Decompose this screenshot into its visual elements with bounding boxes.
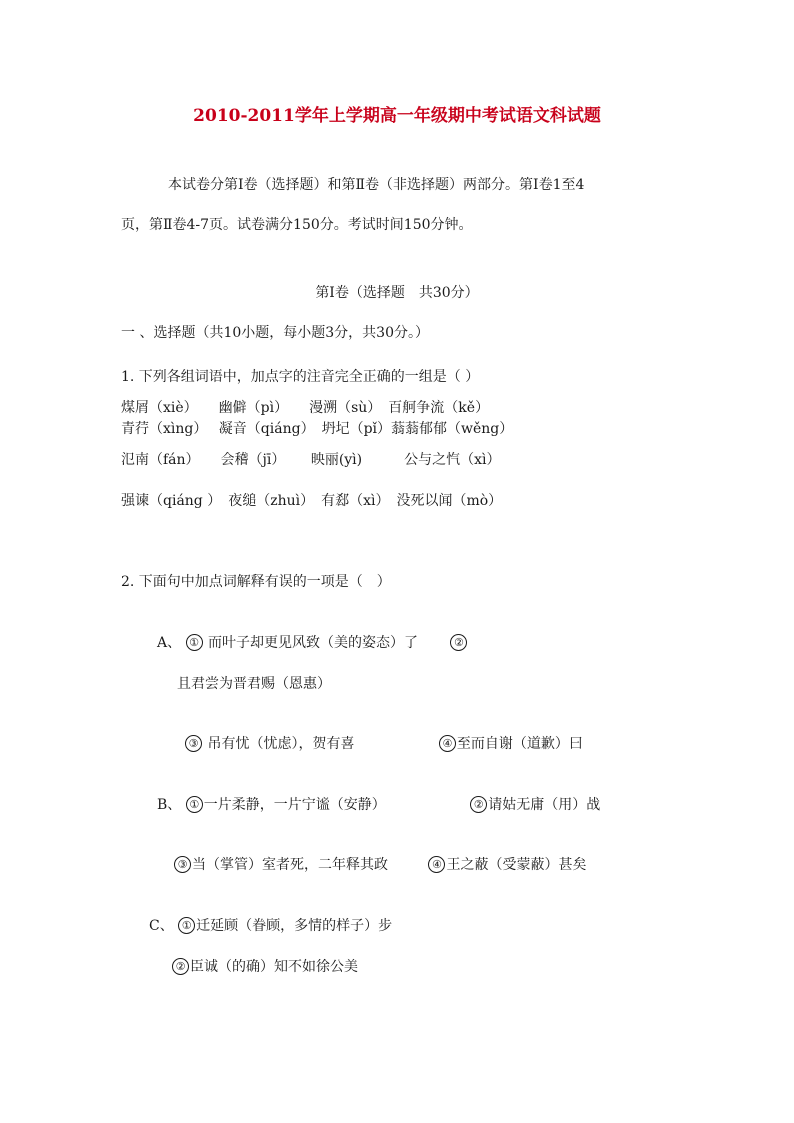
option-item: 一片柔静，一片宁谧（安静） xyxy=(203,797,386,813)
option-a-line-1 xyxy=(157,633,468,653)
option-item: 王之蔽（受蒙蔽）甚矣 xyxy=(446,857,587,873)
part-heading: 第I卷（选择题 共30分） xyxy=(315,285,479,301)
numeral-3-circle: ③ xyxy=(174,856,191,873)
question-1-row: 强谏（qiáng ） 夜缒（zhuì） 有郄（xì） 没死以闻（mò） xyxy=(121,493,503,509)
numeral-2-circle: ② xyxy=(470,796,487,813)
section-heading: 一 、选择题（共10小题，每小题3分，共30分。） xyxy=(121,325,429,341)
numeral-3-circle: ③ xyxy=(185,735,202,752)
option-item: 至而自谢（道歉）曰 xyxy=(456,736,583,752)
option-b-line-2 xyxy=(174,855,586,875)
question-1-stem: 1. 下列各组词语中，加点字的注音完全正确的一组是（ ） xyxy=(121,369,480,385)
option-item: 迁延顾（眷顾，多情的样子）步 xyxy=(196,918,393,934)
question-1-row: 煤屑（xiè） 幽僻（pì） 漫溯（sù） 百舸争流（kě） xyxy=(121,400,490,416)
option-item: 请姑无庸（用）战 xyxy=(488,797,601,813)
option-b-line-1 xyxy=(157,795,600,815)
intro-line-1: 本试卷分第Ⅰ卷（选择题）和第Ⅱ卷（非选择题）两部分。第Ⅰ卷1至4 xyxy=(168,177,585,193)
numeral-1-circle: ① xyxy=(186,796,203,813)
option-item: 吊有忧（忧虑），贺有喜 xyxy=(207,736,355,752)
numeral-2-circle: ② xyxy=(450,634,467,651)
option-a-line-3 xyxy=(185,734,583,754)
numeral-4-circle: ④ xyxy=(439,735,456,752)
numeral-2-circle: ② xyxy=(172,958,189,975)
option-letter: A、 xyxy=(157,635,182,651)
option-item: 而叶子却更见风致（美的姿态）了 xyxy=(208,635,419,651)
numeral-1-circle: ① xyxy=(178,917,195,934)
option-letter: C、 xyxy=(149,918,174,934)
option-a-line-2: 且君尝为晋君赐（恩惠） xyxy=(177,676,331,692)
option-c-line-2 xyxy=(172,957,358,977)
intro-line-2: 页，第Ⅱ卷4-7页。试卷满分150分。考试时间150分钟。 xyxy=(121,217,473,233)
question-2-stem: 2. 下面句中加点词解释有误的一项是（ ） xyxy=(121,574,391,590)
option-letter: B、 xyxy=(157,797,182,813)
option-item: 当（掌管）室者死，二年释其政 xyxy=(192,857,388,873)
option-c-line-1 xyxy=(149,916,392,936)
numeral-4-circle: ④ xyxy=(428,856,445,873)
question-1-row: 氾南（fán） 会稽（jī） 映丽(yì) 公与之忾（xì） xyxy=(121,452,501,468)
option-item: 臣诚（的确）知不如徐公美 xyxy=(190,959,358,975)
question-1-row: 青荇（xìng） 凝音（qiáng） 坍圮（pǐ）蓊蓊郁郁（wěng） xyxy=(121,421,514,437)
numeral-1-circle: ① xyxy=(186,634,203,651)
page-title: 2010-2011学年上学期高一年级期中考试语文科试题 xyxy=(193,106,601,126)
